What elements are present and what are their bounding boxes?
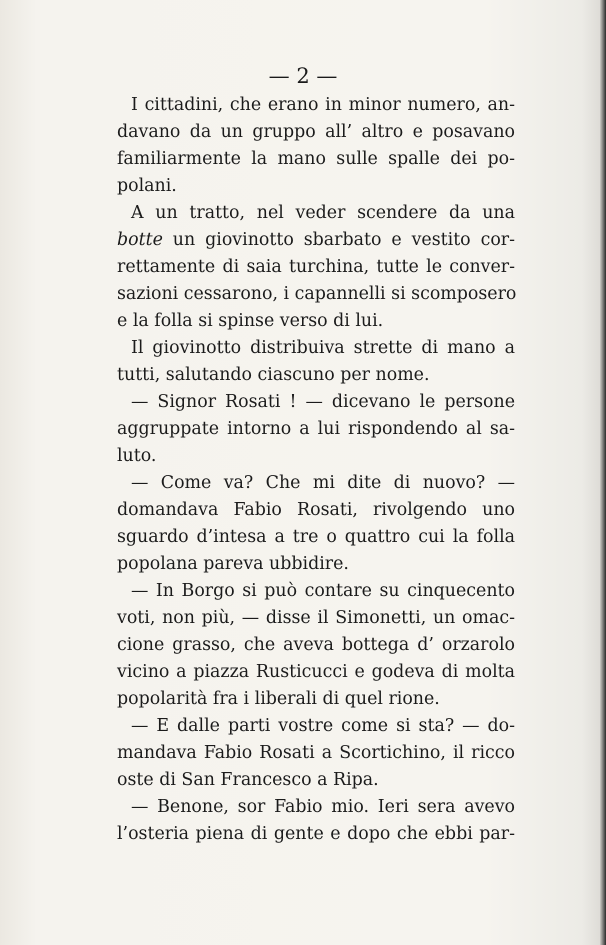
text-line: tutti, salutando ciascuno per nome.	[117, 365, 430, 385]
text-line: sazioni cessarono, i capannelli si scomposero	[117, 284, 517, 304]
text-line: sguardo d’intesa a tre o quattro cui la folla	[117, 527, 515, 547]
text-line: — Come va? Che mi dite di nuovo? —	[131, 473, 515, 493]
text-line: aggruppate intorno a lui rispondendo al sa-	[117, 419, 515, 439]
text-line: — E dalle parti vostre come si sta? — do-	[131, 716, 515, 736]
text-line: A un tratto, nel veder scendere da una	[131, 203, 515, 223]
text-line: popolarità fra i liberali di quel rione.	[117, 689, 440, 709]
text-line: oste di San Francesco a Ripa.	[117, 770, 379, 790]
text-line: familiarmente la mano sulle spalle dei po-	[117, 149, 515, 169]
text-line: l’osteria piena di gente e dopo che ebbi par-	[117, 824, 515, 844]
italic-word: botte	[117, 230, 163, 250]
text-line: — Signor Rosati ! — dicevano le persone	[131, 392, 515, 412]
text-line: davano da un gruppo all’ altro e posavano	[117, 122, 515, 142]
text-line: cione grasso, che aveva bottega d’ orzarolo	[117, 635, 515, 655]
body-text	[117, 92, 515, 848]
text-line: luto.	[117, 446, 157, 466]
text-line: popolana pareva ubbidire.	[117, 554, 349, 574]
text-line: Il giovinotto distribuiva strette di mano a	[131, 338, 515, 358]
text-line: vicino a piazza Rusticucci e godeva di molta	[117, 662, 515, 682]
text-line: — In Borgo si può contare su cinquecento	[131, 581, 515, 601]
text-line: mandava Fabio Rosati a Scortichino, il ricco	[117, 743, 515, 763]
text-line: botte un giovinotto sbarbato e vestito cor-	[117, 230, 515, 250]
page-number: — 2 —	[268, 64, 338, 88]
text-line: — Benone, sor Fabio mio. Ieri sera avevo	[131, 797, 515, 817]
text-line: I cittadini, che erano in minor numero, an-	[131, 95, 515, 115]
page-edge-shadow	[600, 0, 606, 945]
text-line: rettamente di saia turchina, tutte le conver-	[117, 257, 515, 277]
text-line: polani.	[117, 176, 177, 196]
text-line: domandava Fabio Rosati, rivolgendo uno	[117, 500, 515, 520]
text-line: e la folla si spinse verso di lui.	[117, 311, 384, 331]
text-line: voti, non più, — disse il Simonetti, un omac-	[117, 608, 515, 628]
